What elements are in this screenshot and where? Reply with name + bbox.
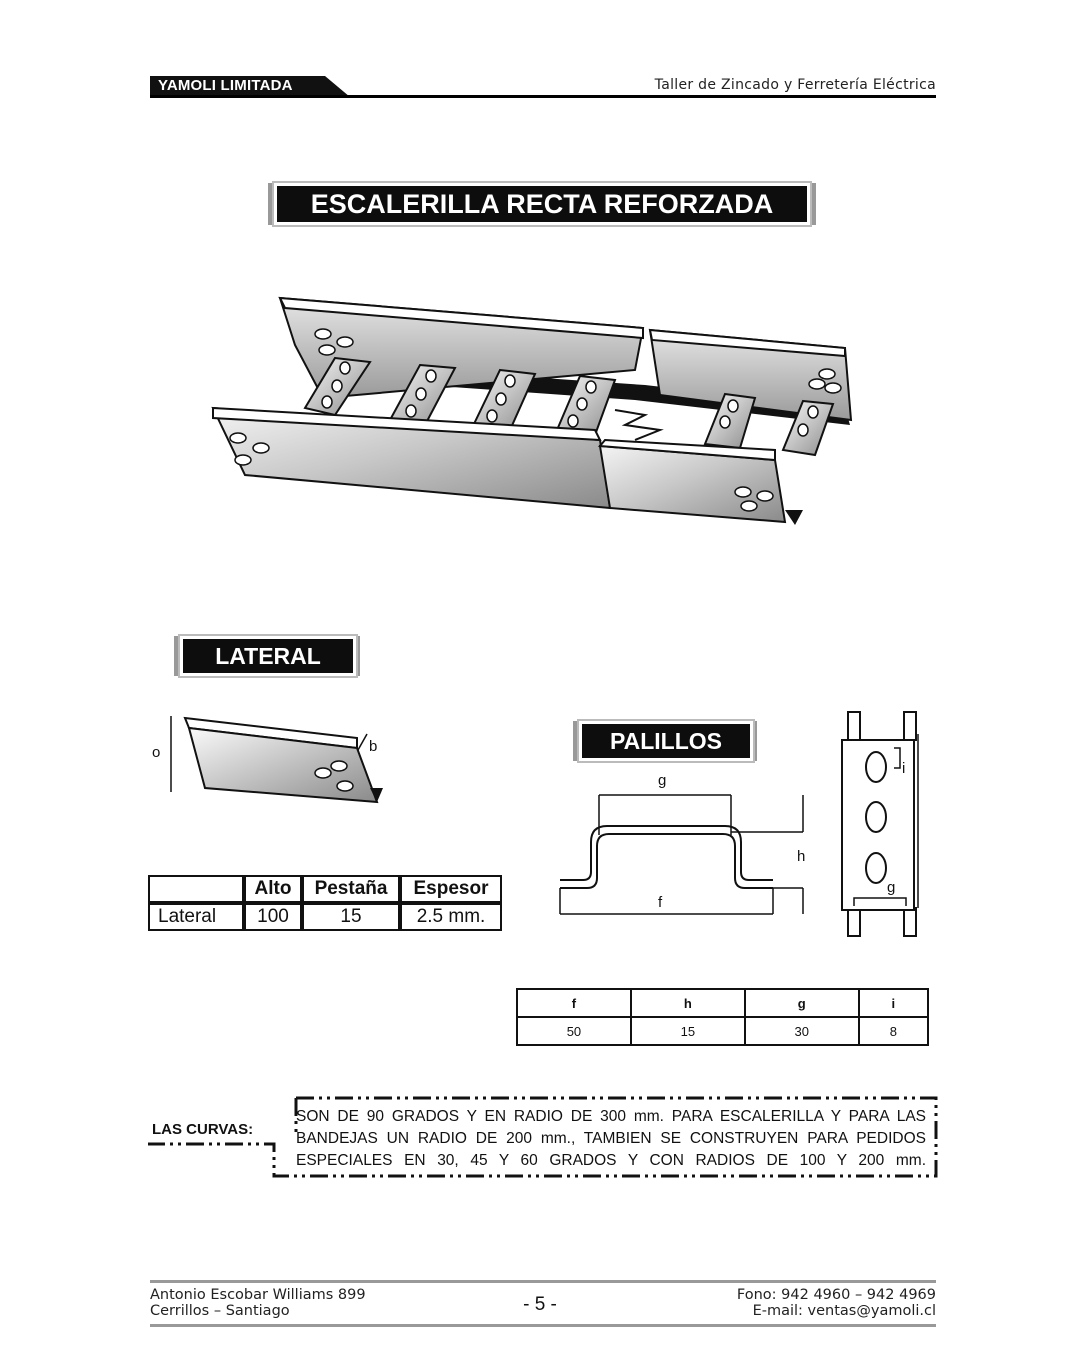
footer-phone: Fono: 942 4960 – 942 4969 (736, 1287, 936, 1303)
ladder-illustration (205, 290, 875, 535)
table-header-cell: Alto (244, 875, 302, 903)
company-name: YAMOLI LIMITADA (158, 77, 293, 94)
lateral-table (148, 875, 502, 931)
table-header-cell: Espesor (400, 875, 502, 903)
page-number: - 5 - (523, 1294, 557, 1315)
table-cell: Lateral (148, 903, 244, 931)
dim-i-label: i (902, 760, 906, 777)
dim-f-label: f (658, 894, 663, 911)
footer-address-line: Antonio Escobar Williams 899 (150, 1287, 366, 1303)
table-cell: 15 (302, 903, 400, 931)
header-rule (150, 95, 936, 98)
footer-rule-top (150, 1280, 936, 1283)
curvas-label: LAS CURVAS: (152, 1121, 254, 1138)
palillos-bracket-left (573, 721, 577, 761)
footer-contact (737, 1287, 936, 1319)
table-header-cell: f (517, 989, 631, 1017)
table-row (148, 903, 502, 931)
table-header-row (517, 989, 928, 1017)
dim-h-label: h (797, 848, 806, 865)
curvas-text (296, 1106, 926, 1172)
lateral-drawing (165, 710, 390, 805)
table-cell: 2.5 mm. (400, 903, 502, 931)
table-row (517, 1017, 928, 1045)
table-cell: 30 (745, 1017, 859, 1045)
page-title: ESCALERILLA RECTA REFORZADA (277, 186, 807, 222)
dim-o-label: o (152, 744, 161, 761)
lateral-title: LATERAL (183, 639, 353, 673)
footer-rule-bottom (150, 1324, 936, 1327)
table-header-cell: Pestaña (302, 875, 400, 903)
palillos-title: PALILLOS (582, 724, 750, 758)
palillos-front-drawing (838, 708, 928, 940)
footer-email: E-mail: ventas@yamoli.cl (752, 1303, 936, 1319)
table-header-row (148, 875, 502, 903)
table-header-cell: h (631, 989, 745, 1017)
table-header-cell: g (745, 989, 859, 1017)
table-cell: 8 (859, 1017, 928, 1045)
table-cell: 15 (631, 1017, 745, 1045)
footer-address-line: Cerrillos – Santiago (150, 1303, 290, 1319)
palillos-table (516, 988, 929, 1046)
curvas-line: SON DE 90 GRADOS Y EN RADIO DE 300 mm. PARA ESCALERILLA Y PARA LAS (296, 1108, 926, 1125)
palillos-profile-drawing (555, 790, 815, 920)
curvas-line: BANDEJAS UN RADIO DE 200 mm., TAMBIEN SE CONSTRUYEN PARA PEDIDOS (296, 1130, 926, 1147)
curvas-line: ESPECIALES EN 30, 45 Y 60 GRADOS Y CON RADIOS DE 100 Y 200 mm. (296, 1152, 926, 1169)
table-header-cell: i (859, 989, 928, 1017)
lateral-bracket-right (356, 636, 360, 676)
palillos-bracket-right (753, 721, 757, 761)
title-bracket-left (268, 183, 272, 225)
table-header-cell (148, 875, 244, 903)
dim-g2-label: g (887, 879, 896, 896)
header-subtitle: Taller de Zincado y Ferretería Eléctrica (654, 77, 936, 93)
dim-g-label: g (658, 772, 667, 789)
lateral-bracket-left (174, 636, 178, 676)
footer-address (150, 1287, 366, 1319)
table-cell: 100 (244, 903, 302, 931)
title-bracket-right (812, 183, 816, 225)
dim-b-label: b (369, 738, 378, 755)
table-cell: 50 (517, 1017, 631, 1045)
